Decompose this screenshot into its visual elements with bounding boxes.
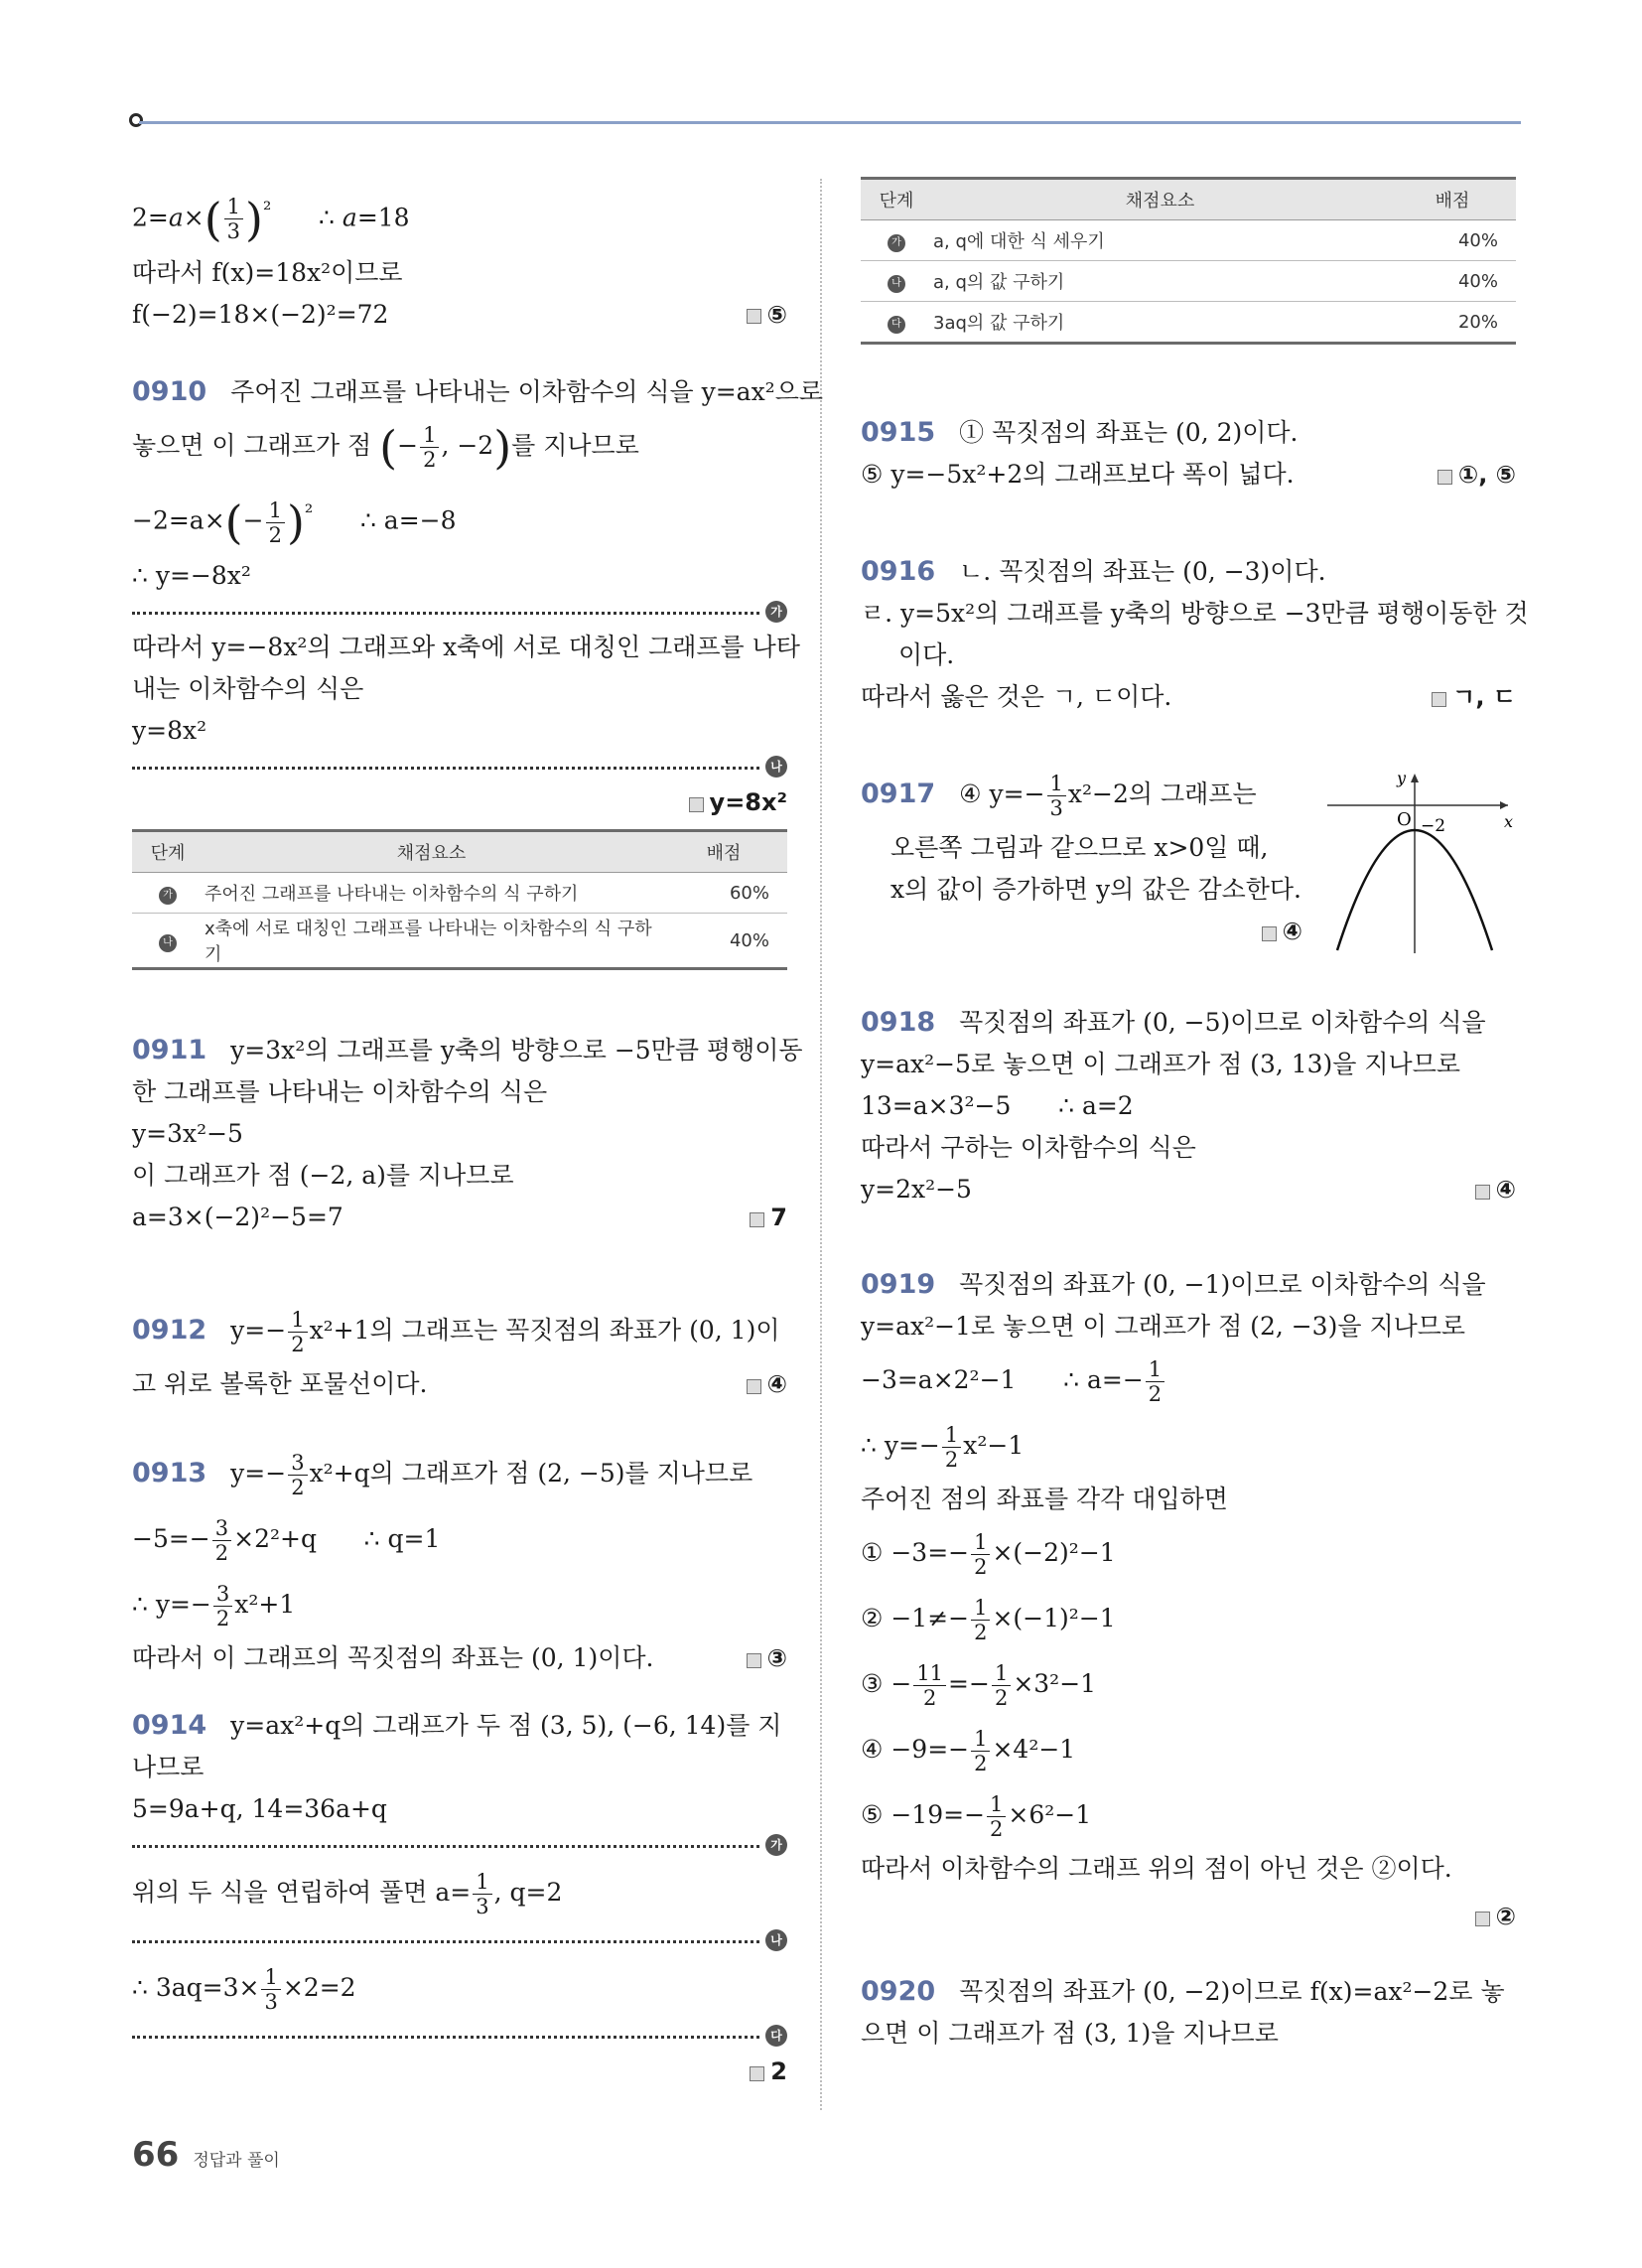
- answer-box-icon: [689, 797, 704, 812]
- answer: ③: [747, 1637, 787, 1681]
- step-marker: 나: [765, 1929, 787, 1951]
- text-line: y=ax²−5로 놓으면 이 그래프가 점 (3, 13)을 지나므로: [861, 1050, 1460, 1078]
- footer-title: 정답과 풀이: [193, 2151, 280, 2171]
- header-dot: [129, 113, 143, 127]
- table-header: 단계: [132, 831, 204, 873]
- table-cell: x축에 서로 대칭인 그래프를 나타내는 이차함수의 식 구하기: [204, 914, 659, 969]
- table-header: 배점: [1388, 179, 1516, 220]
- fraction: $\frac{1}{3}$: [224, 195, 243, 243]
- eq-line: 위의 두 식을 연립하여 풀면 a= $\frac{1}{3}$ , q=2: [132, 1870, 563, 1919]
- answer-line: [132, 781, 787, 823]
- fraction: $\frac{3}{2}$: [288, 1451, 307, 1499]
- problem-number: 0920: [861, 1976, 936, 2007]
- option-line: ② −1≠− $\frac{1}{2}$ ×(−1)²−1: [861, 1596, 1116, 1644]
- problem-0911: 0911 y=3x²의 그래프를 y축의 방향으로 −5만큼 평행이동: [132, 1035, 803, 1066]
- text-line: 한 그래프를 나타내는 이차함수의 식은: [132, 1077, 548, 1107]
- fraction: $\frac{1}{3}$: [473, 1870, 491, 1918]
- text-line: 따라서 f(x)=18x²이므로: [132, 257, 403, 287]
- answer-box-icon: [750, 1212, 764, 1227]
- step-marker: 가: [888, 234, 905, 252]
- step-marker: 가: [765, 601, 787, 623]
- problem-number: 0912: [132, 1315, 207, 1347]
- step-marker: 나: [888, 275, 905, 293]
- eq-line: −2=a×(− $\frac{1}{2}$ )$^{^2}$ ∴ a=−8: [132, 496, 457, 550]
- fraction: $\frac{3}{2}$: [213, 1582, 232, 1630]
- answer-box-icon: [747, 1379, 761, 1394]
- answer-line: 고 위로 볼록한 포물선이다. ④: [132, 1363, 787, 1405]
- column-divider: [820, 179, 822, 2110]
- table-cell: 60%: [659, 873, 787, 914]
- page-number: 66: [132, 2135, 180, 2175]
- answer-box-icon: [1475, 1185, 1490, 1200]
- problem-number: 0919: [861, 1269, 936, 1300]
- option-line: ⑤ −19=− $\frac{1}{2}$ ×6²−1: [861, 1792, 1092, 1841]
- answer-line: 따라서 옳은 것은 ㄱ, ㄷ이다. ㄱ, ㄷ: [861, 676, 1516, 718]
- option-line: ① −3=− $\frac{1}{2}$ ×(−2)²−1: [861, 1530, 1116, 1579]
- step-divider: [132, 754, 787, 781]
- y-axis-label: y: [1397, 770, 1407, 787]
- table-row: [861, 220, 1516, 261]
- answer: 7: [750, 1197, 787, 1240]
- text-line: 따라서 구하는 이차함수의 식은: [861, 1133, 1196, 1162]
- step-marker: 나: [765, 756, 787, 778]
- problem-0913: 0913 y=− $\frac{3}{2}$ x²+q의 그래프가 점 (2, −5)를 지나므로: [132, 1451, 753, 1500]
- text-line: 내는 이차함수의 식은: [132, 674, 364, 704]
- answer: ④: [1475, 1169, 1516, 1212]
- answer: 2: [750, 2051, 787, 2094]
- text-line: 따라서 y=−8x²의 그래프와 x축에 서로 대칭인 그래프를 나타: [132, 633, 800, 662]
- eq-line: ∴ y=−8x²: [132, 561, 251, 591]
- answer: ①, ⑤: [1437, 454, 1516, 497]
- fraction: $\frac{1}{2}$: [987, 1792, 1006, 1841]
- answer-box-icon: [1262, 926, 1277, 941]
- eq-line: ∴ 3aq=3× $\frac{1}{3}$ ×2=2: [132, 1965, 356, 2015]
- problem-0915: 0915 ① 꼭짓점의 좌표는 (0, 2)이다.: [861, 417, 1299, 448]
- table-header: 배점: [659, 831, 787, 873]
- answer: ②: [1475, 1896, 1516, 1939]
- table-header: 채점요소: [204, 831, 659, 873]
- right-column: [861, 177, 1529, 2055]
- table-cell: 40%: [1388, 220, 1516, 261]
- option-line: ③ − $\frac{11}{2}$ =− $\frac{1}{2}$ ×3²−1: [861, 1661, 1097, 1710]
- eq-line: y=3x²−5: [132, 1119, 243, 1149]
- eq-line: 13=a×3²−5 ∴ a=2: [861, 1091, 1134, 1120]
- table-row: [861, 261, 1516, 302]
- problem-0914: 0914 y=ax²+q의 그래프가 두 점 (3, 5), (−6, 14)를 지: [132, 1710, 782, 1742]
- answer: ⑤: [747, 294, 787, 338]
- answer-line: a=3×(−2)²−5=7 7: [132, 1197, 787, 1238]
- table-cell: 20%: [1388, 302, 1516, 344]
- answer-line: [861, 1896, 1516, 1937]
- problem-number: 0916: [861, 556, 936, 587]
- problem-number: 0918: [861, 1007, 936, 1038]
- eq-line: −5=− $\frac{3}{2}$ ×2²+q ∴ q=1: [132, 1516, 441, 1566]
- origin-label: O: [1397, 809, 1412, 830]
- text-line: ㄹ. y=5x²의 그래프를 y축의 방향으로 −3만큼 평행이동한 것: [861, 599, 1529, 628]
- table-header: 채점요소: [932, 179, 1388, 220]
- answer-box-icon: [1432, 692, 1446, 707]
- table-header: 단계: [861, 179, 932, 220]
- fraction: $\frac{1}{3}$: [261, 1965, 280, 2014]
- x-axis-arrow-icon: [1500, 801, 1508, 809]
- answer: ㄱ, ㄷ: [1432, 676, 1516, 720]
- table-cell: 40%: [659, 914, 787, 969]
- problem-0910: 0910 주어진 그래프를 나타내는 이차함수의 식을 y=ax²으로: [132, 375, 823, 407]
- answer-line: f(−2)=18×(−2)²=72 ⑤: [132, 294, 787, 336]
- answer-line: 따라서 이 그래프의 꼭짓점의 좌표는 (0, 1)이다. ③: [132, 1637, 787, 1679]
- table-cell: 주어진 그래프를 나타내는 이차함수의 식 구하기: [204, 873, 659, 914]
- table-cell: 40%: [1388, 261, 1516, 302]
- problem-number: 0913: [132, 1458, 207, 1489]
- step-marker: 나: [159, 934, 177, 952]
- answer-line: [132, 2051, 787, 2092]
- answer-box-icon: [750, 2066, 764, 2081]
- y-axis-arrow-icon: [1411, 774, 1419, 782]
- option-line: ④ −9=− $\frac{1}{2}$ ×4²−1: [861, 1727, 1076, 1775]
- step-divider: [132, 599, 787, 627]
- eq-line: 5=9a+q, 14=36a+q: [132, 1794, 387, 1824]
- scoring-table: [861, 177, 1516, 345]
- problem-0919: 0919 꼭짓점의 좌표가 (0, −1)이므로 이차함수의 식을: [861, 1269, 1486, 1300]
- step-marker: 가: [765, 1834, 787, 1856]
- step-divider: [132, 2023, 787, 2051]
- step-divider: [132, 1927, 787, 1955]
- text-line: 주어진 점의 좌표를 각각 대입하면: [861, 1485, 1228, 1513]
- page-footer: [132, 2135, 280, 2175]
- eq-line: ∴ y=− $\frac{3}{2}$ x²+1: [132, 1582, 296, 1631]
- text-line: 이다.: [898, 640, 955, 669]
- fraction: $\frac{3}{2}$: [212, 1516, 231, 1565]
- scoring-table: [132, 829, 787, 970]
- table-row: [132, 914, 787, 969]
- eq-line: 2=a×( $\frac{1}{3}$ )$^{^2}$ ∴ a=18: [132, 192, 410, 246]
- text-line: 따라서 이차함수의 그래프 위의 점이 아닌 것은 ②이다.: [861, 1854, 1452, 1883]
- answer-line: [861, 911, 1302, 952]
- table-row: [861, 302, 1516, 344]
- text-line: 으면 이 그래프가 점 (3, 1)을 지나므로: [861, 2019, 1279, 2048]
- table-cell: a, q에 대한 식 세우기: [932, 220, 1388, 261]
- problem-0920: 0920 꼭짓점의 좌표가 (0, −2)이므로 f(x)=ax²−2로 놓: [861, 1976, 1505, 2007]
- answer-box-icon: [747, 1653, 761, 1668]
- text-line: x의 값이 증가하면 y의 값은 감소한다.: [890, 875, 1302, 904]
- eq-line: −3=a×2²−1 ∴ a=− $\frac{1}{2}$: [861, 1347, 1516, 1413]
- answer-line: ⑤ y=−5x²+2의 그래프보다 폭이 넓다. ①, ⑤: [861, 454, 1516, 496]
- answer: ④: [1262, 911, 1302, 954]
- problem-number: 0911: [132, 1035, 207, 1066]
- fraction: $\frac{11}{2}$: [913, 1661, 946, 1710]
- answer-box-icon: [747, 309, 761, 324]
- fraction: $\frac{1}{2}$: [942, 1423, 961, 1472]
- fraction: $\frac{1}{2}$: [288, 1308, 307, 1356]
- table-cell: a, q의 값 구하기: [932, 261, 1388, 302]
- answer-box-icon: [1437, 470, 1452, 485]
- step-marker: 다: [888, 316, 905, 334]
- fraction: $\frac{1}{2}$: [1146, 1357, 1164, 1406]
- header-rule: [139, 121, 1521, 124]
- table-cell: 3aq의 값 구하기: [932, 302, 1388, 344]
- problem-0912: 0912 y=− $\frac{1}{2}$ x²+1의 그래프는 꼭짓점의 좌표가 (0, 1)이: [132, 1308, 780, 1357]
- fraction: $\frac{1}{2}$: [266, 498, 285, 547]
- eq-line: ∴ y=− $\frac{1}{2}$ x²−1: [861, 1423, 1025, 1472]
- text-line: 놓으면 이 그래프가 점 (− $\frac{1}{2}$ , −2)를 지나므로: [132, 420, 639, 475]
- vertex-label: −2: [1421, 816, 1446, 836]
- fraction: $\frac{1}{2}$: [971, 1596, 990, 1644]
- parabola-graph: [1317, 770, 1516, 958]
- fraction: $\frac{1}{3}$: [1047, 772, 1066, 820]
- problem-number: 0915: [861, 417, 936, 448]
- left-column: [132, 177, 823, 2092]
- answer-box-icon: [1475, 1912, 1490, 1926]
- problem-0916: 0916 ㄴ. 꼭짓점의 좌표는 (0, −3)이다.: [861, 556, 1326, 587]
- step-divider: [132, 1832, 787, 1860]
- problem-0918: 0918 꼭짓점의 좌표가 (0, −5)이므로 이차함수의 식을: [861, 1007, 1486, 1038]
- eq-line: y=8x²: [132, 716, 207, 746]
- answer: y=8x²: [689, 781, 787, 825]
- fraction: $\frac{1}{2}$: [420, 423, 439, 472]
- problem-number: 0910: [132, 375, 207, 407]
- text-line: y=ax²−1로 놓으면 이 그래프가 점 (2, −3)을 지나므로: [861, 1312, 1466, 1341]
- problem-number: 0914: [132, 1710, 207, 1742]
- fraction: $\frac{1}{2}$: [971, 1727, 990, 1775]
- problem-0917: [861, 762, 1516, 960]
- problem-line: 0917 ④ y=− $\frac{1}{3}$ x²−2의 그래프는: [861, 772, 1257, 820]
- fraction: $\frac{1}{2}$: [971, 1530, 990, 1579]
- x-axis-label: x: [1504, 812, 1514, 831]
- text-line: 이 그래프가 점 (−2, a)를 지나므로: [132, 1161, 514, 1191]
- table-row: [132, 873, 787, 914]
- text-line: 나므로: [132, 1753, 205, 1782]
- text-line: 오른쪽 그림과 같으므로 x>0일 때,: [890, 833, 1269, 862]
- problem-number: 0917: [861, 779, 936, 809]
- step-marker: 가: [159, 887, 177, 905]
- fraction: $\frac{1}{2}$: [992, 1661, 1011, 1710]
- answer: ④: [747, 1363, 787, 1407]
- step-marker: 다: [765, 2025, 787, 2047]
- answer-line: y=2x²−5 ④: [861, 1169, 1516, 1210]
